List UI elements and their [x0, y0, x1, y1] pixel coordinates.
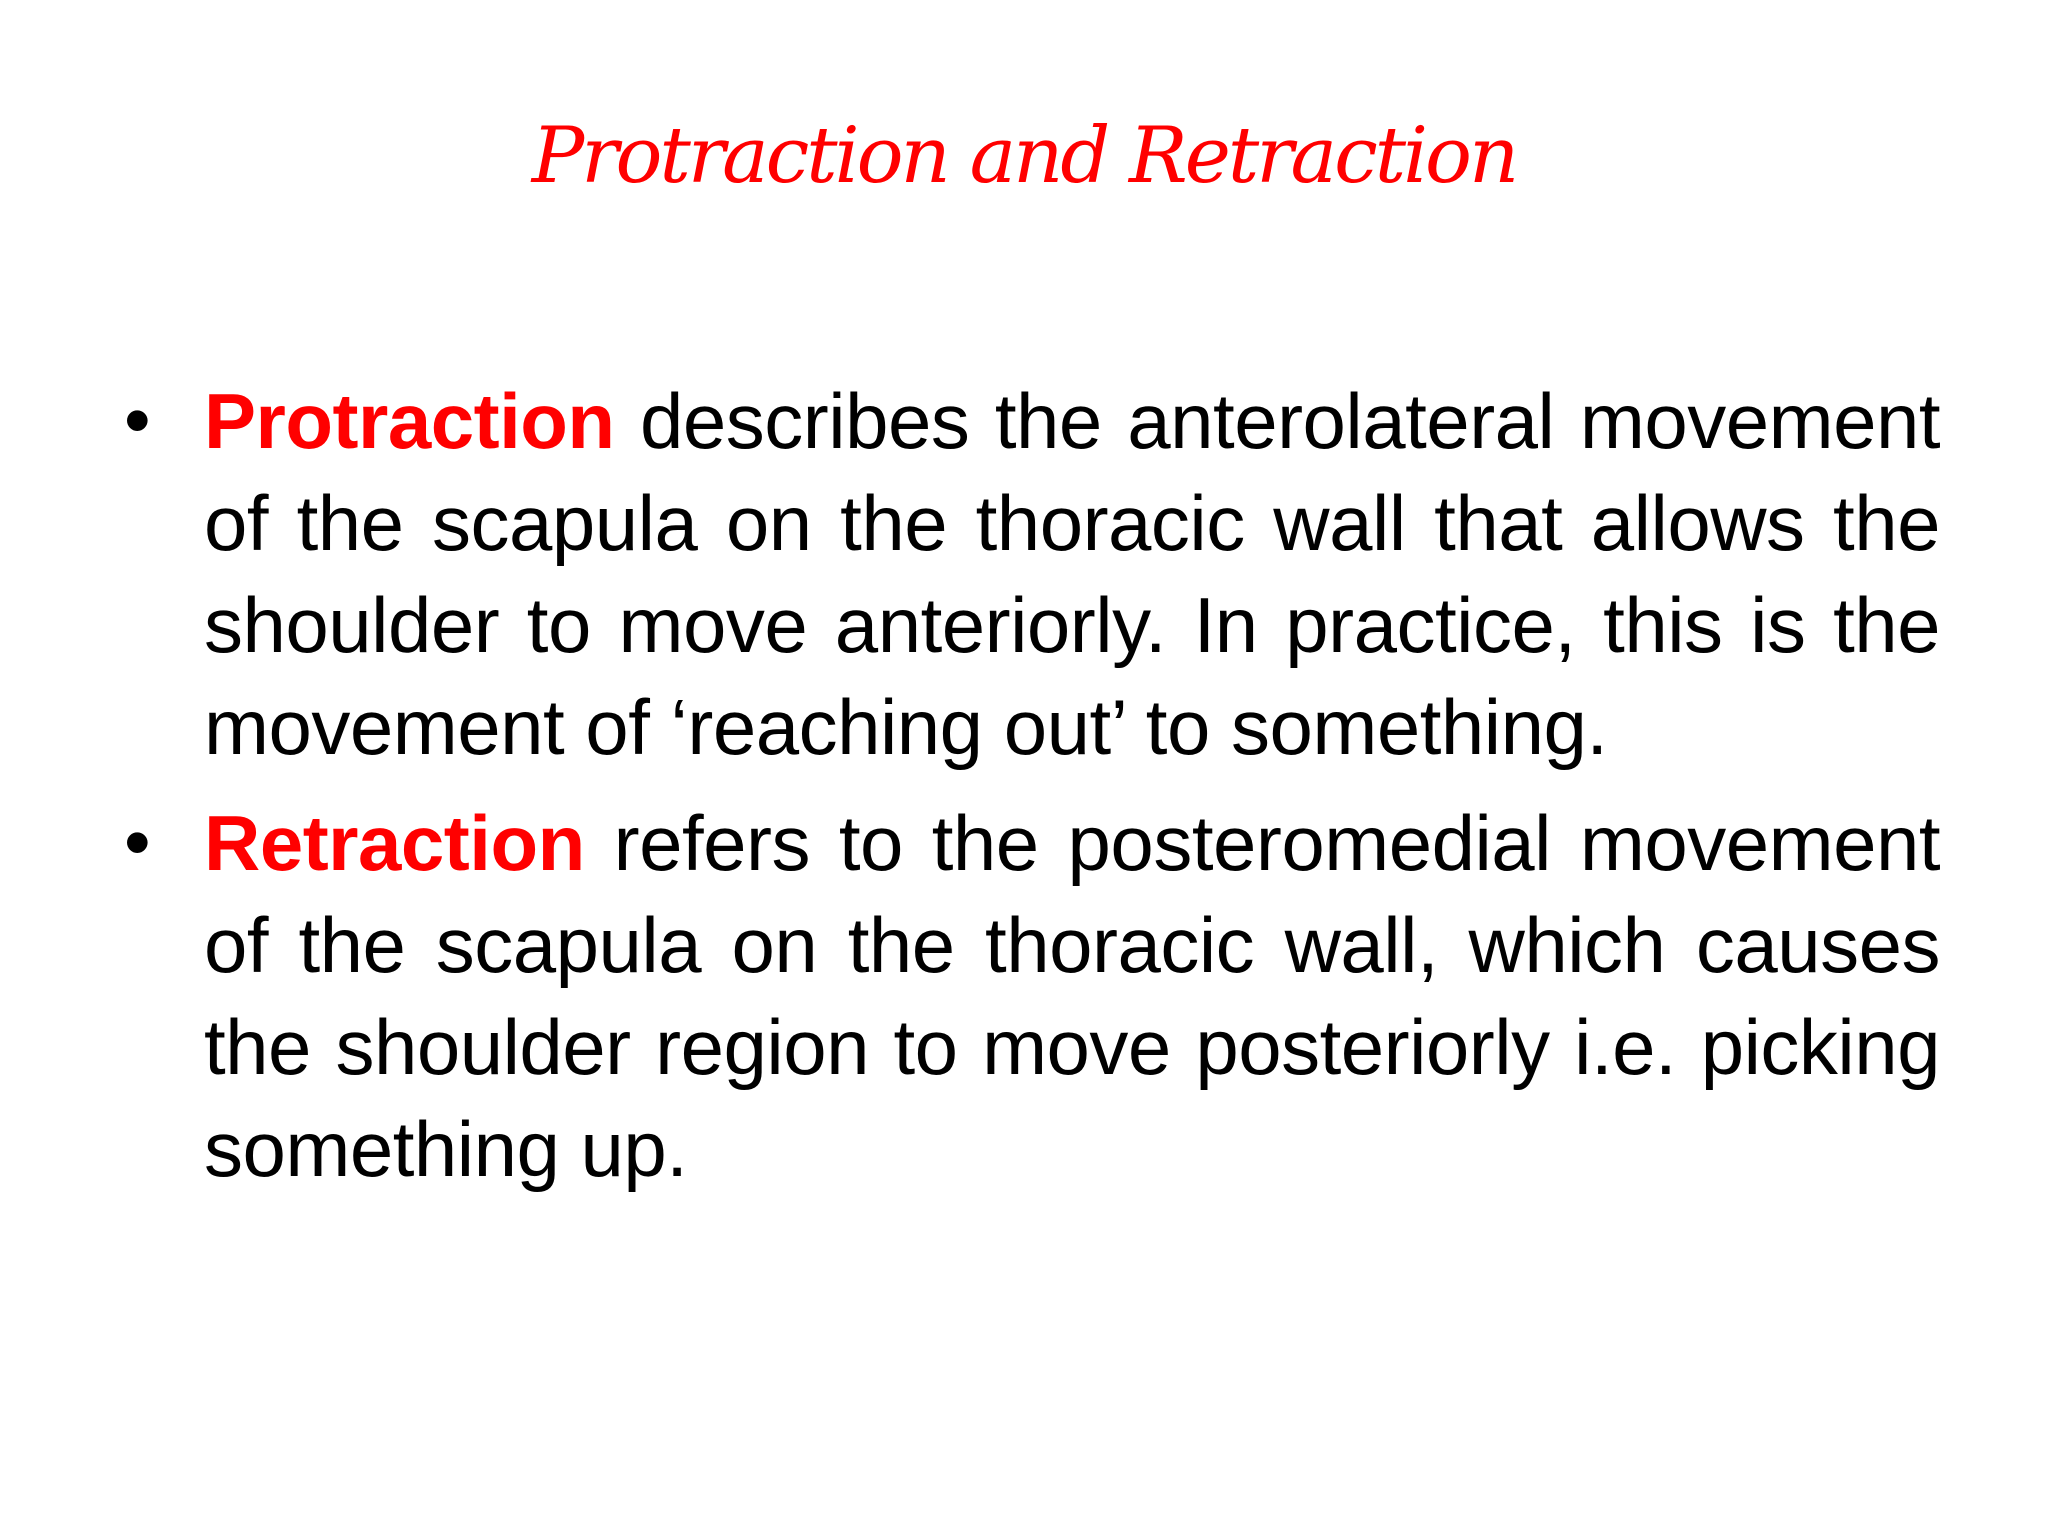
- bullet-text: [204, 370, 1940, 778]
- bullet-marker: •: [124, 378, 151, 463]
- bullet-text: [204, 792, 1940, 1200]
- term-protraction: Protraction: [204, 377, 615, 465]
- bullet-item-protraction: [120, 370, 1940, 778]
- term-retraction: Retraction: [204, 799, 585, 887]
- slide-title: Protraction and Retraction: [531, 111, 1517, 201]
- description-protraction: describes the anterolateral movement of the scapula on the thoracic wall that allows the shoulder to move anteriorly. In practice, this is the movement of ‘reaching out’ to something.: [204, 377, 1940, 771]
- bullet-marker: •: [124, 800, 151, 885]
- bullet-item-retraction: [120, 792, 1940, 1200]
- bullet-list: [120, 370, 1940, 1214]
- description-retraction: refers to the posteromedial movement of the scapula on the thoracic wall, which causes the shoulder region to move posteriorly i.e. picking something up.: [204, 799, 1940, 1193]
